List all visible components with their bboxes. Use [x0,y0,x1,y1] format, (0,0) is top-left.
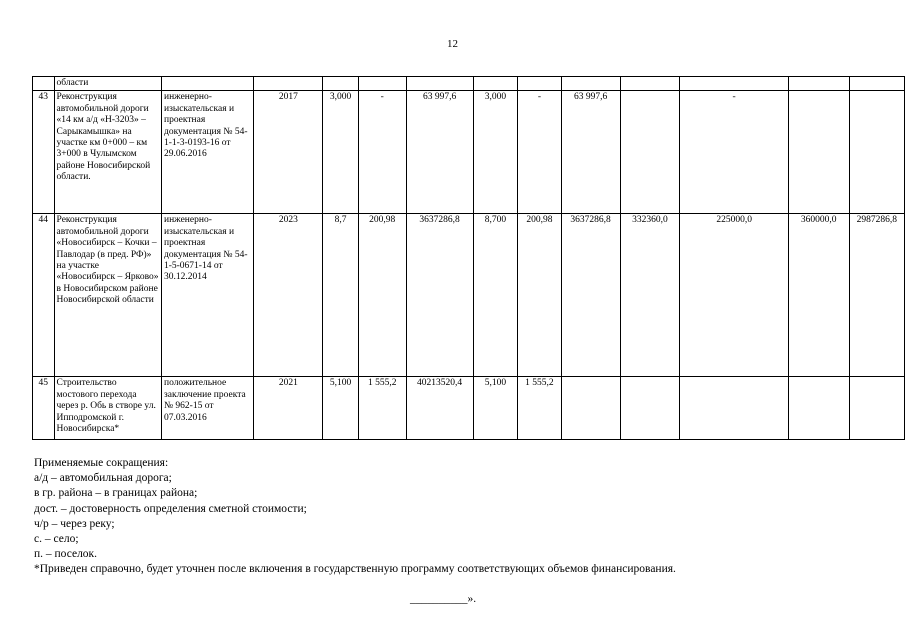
abbreviations-block [34,456,676,578]
cell-value: - [358,91,406,214]
projects-table [32,76,905,440]
cell-value: 3,000 [473,91,518,214]
abbreviation-item: с. – село; [34,533,79,546]
cell-value: 40213520,4 [406,377,473,440]
footnote: *Приведен справочно, будет уточнен после включения в государственную программу соответствующих объемов финансирования. [34,563,676,576]
cell-value: 63 997,6 [561,91,620,214]
cell-value [680,377,789,440]
cell-value: 200,98 [518,214,561,377]
completion-year: 2021 [254,377,323,440]
cell-length: 3,000 [323,91,358,214]
cell-value [788,377,849,440]
cell-value: - [680,91,789,214]
cell-value [849,91,904,214]
cell-value: 2987286,8 [849,214,904,377]
closing-mark: __________». [410,593,477,605]
project-name: Реконструкция автомобильной дороги «14 км а/д «Н-3203» – Сарыкамышка» на участке км 0+000 – км 3+000 в Чулымском районе Новосибирской области. [54,91,161,214]
row-number: 43 [33,91,55,214]
cell-value [788,91,849,214]
cell-value [849,377,904,440]
project-documentation: инженерно-изыскательская и проектная документация № 54-1-5-0671-14 от 30.12.2014 [161,214,253,377]
abbreviation-item: п. – поселок. [34,548,98,561]
cell-value: 1 555,2 [518,377,561,440]
abbreviation-item: дост. – достоверность определения сметной стоимости; [34,502,307,515]
row-number: 44 [33,214,55,377]
cell-value: 5,100 [473,377,518,440]
project-documentation: инженерно-изыскательская и проектная документация № 54-1-1-3-0193-16 от 29.06.2016 [161,91,253,214]
row-number: 45 [33,377,55,440]
cell-length: 5,100 [323,377,358,440]
cell-value: 1 555,2 [358,377,406,440]
project-name: Строительство мостового перехода через р. Обь в створе ул. Ипподромской г. Новосибирска* [54,377,161,440]
cell-value [620,91,680,214]
cell-length: 8,7 [323,214,358,377]
cell-value: 3637286,8 [561,214,620,377]
cell-value [620,377,680,440]
completion-year: 2023 [254,214,323,377]
project-documentation: положительное заключение проекта № 962-15 от 07.03.2016 [161,377,253,440]
abbreviation-item: а/д – автомобильная дорога; [34,472,172,485]
cell-value: 225000,0 [680,214,789,377]
completion-year: 2017 [254,91,323,214]
cell-value [561,377,620,440]
abbreviations-heading: Применяемые сокращения: [34,457,169,469]
abbreviation-item: ч/р – через реку; [34,517,115,530]
cell-value: 3637286,8 [406,214,473,377]
abbreviation-item: в гр. района – в границах района; [34,487,198,500]
table-row [33,214,905,377]
cell-value: 8,700 [473,214,518,377]
page-number: 12 [447,38,458,50]
table-row-continuation [33,77,905,91]
table-row [33,377,905,440]
cell-value: 63 997,6 [406,91,473,214]
cell-value: 360000,0 [788,214,849,377]
continuation-text: области [54,77,161,91]
cell-value: 200,98 [358,214,406,377]
cell-value: - [518,91,561,214]
project-name: Реконструкция автомобильной дороги «Новосибирск – Кочки – Павлодар (в пред. РФ)» на участке «Новосибирск – Ярково» в Новосибирском районе Новосибирской области [54,214,161,377]
table-row [33,91,905,214]
cell-value: 332360,0 [620,214,680,377]
